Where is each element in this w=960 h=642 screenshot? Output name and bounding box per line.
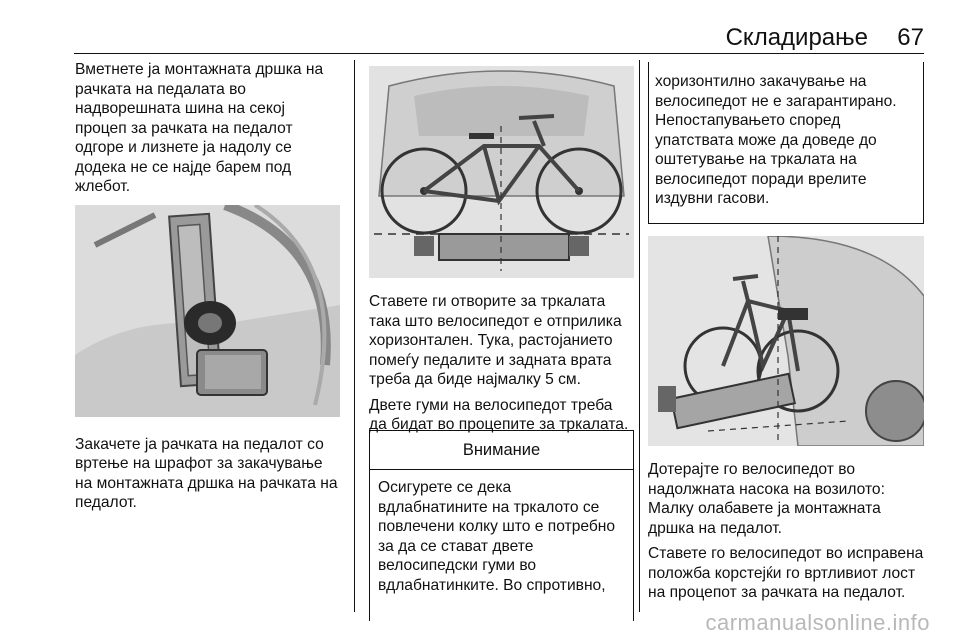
column-1 <box>75 60 340 519</box>
column-3 <box>648 236 928 609</box>
warning-body: Осигурете се дека вдлабнатините на тркалото се повлечени колку што е потребно за да се стават двете велосипедски гуми во вдлабнатинките. Во спротивно, <box>378 479 616 594</box>
section-title: Складирање <box>725 24 868 51</box>
bike-carrier-side-drawing <box>648 236 924 446</box>
col1-paragraph-2: Закачете ја рачката на педалот со вртење на шрафот за закачување на монтажната дршка на рачката на педалот. <box>75 435 338 511</box>
warning-continued-text: хоризонтилно закачување на велосипедот не е загарантирано. Непостапувањето според упатствата може да доведе до оштетување на тркалата на велосипедот поради врелите издувни гасови. <box>655 73 897 207</box>
col3-paragraph-1: Дотерајте го велосипедот во надолжната насока на возилото: Малку олабавете ја монтажната дршка на педалот. <box>648 461 885 537</box>
bike-on-carrier-illustration <box>369 66 634 278</box>
col2-paragraph-2: Двете гуми на велосипедот треба да бидат во процепите за тркалата. <box>369 396 629 433</box>
warning-box <box>369 430 634 621</box>
bike-carrier-rear-drawing <box>369 66 634 278</box>
header-rule <box>74 53 924 54</box>
page-number: 67 <box>897 24 924 51</box>
column-divider-2 <box>639 60 640 612</box>
pedal-holder-drawing <box>75 205 340 417</box>
footer-watermark: carmanualsonline.info <box>705 610 930 635</box>
warning-heading: Внимание <box>370 431 633 470</box>
column-divider-1 <box>354 60 355 612</box>
column-2 <box>369 60 634 441</box>
warning-continued-box <box>648 62 924 224</box>
col1-paragraph-1: Вметнете ја монтажната дршка на рачката на педалата во надворешната шина на секој процеп за рачката на педалот одгоре и лизнете ја надолу се додека не се најде барем под жлебот. <box>75 61 324 195</box>
pedal-holder-illustration <box>75 205 340 417</box>
bike-side-illustration <box>648 236 924 446</box>
col3-paragraph-2: Ставете го велосипедот во исправена положба корстејќи го вртливиот лост на процепот за рачката на педалот. <box>648 545 924 601</box>
page-header <box>0 0 960 54</box>
col2-paragraph-1: Ставете ги отворите за тркалата така што велосипедот е отприлика хоризонтален. Тука, растојанието помеѓу педалите и задната врата треба да биде најмалку 5 см. <box>369 293 622 388</box>
